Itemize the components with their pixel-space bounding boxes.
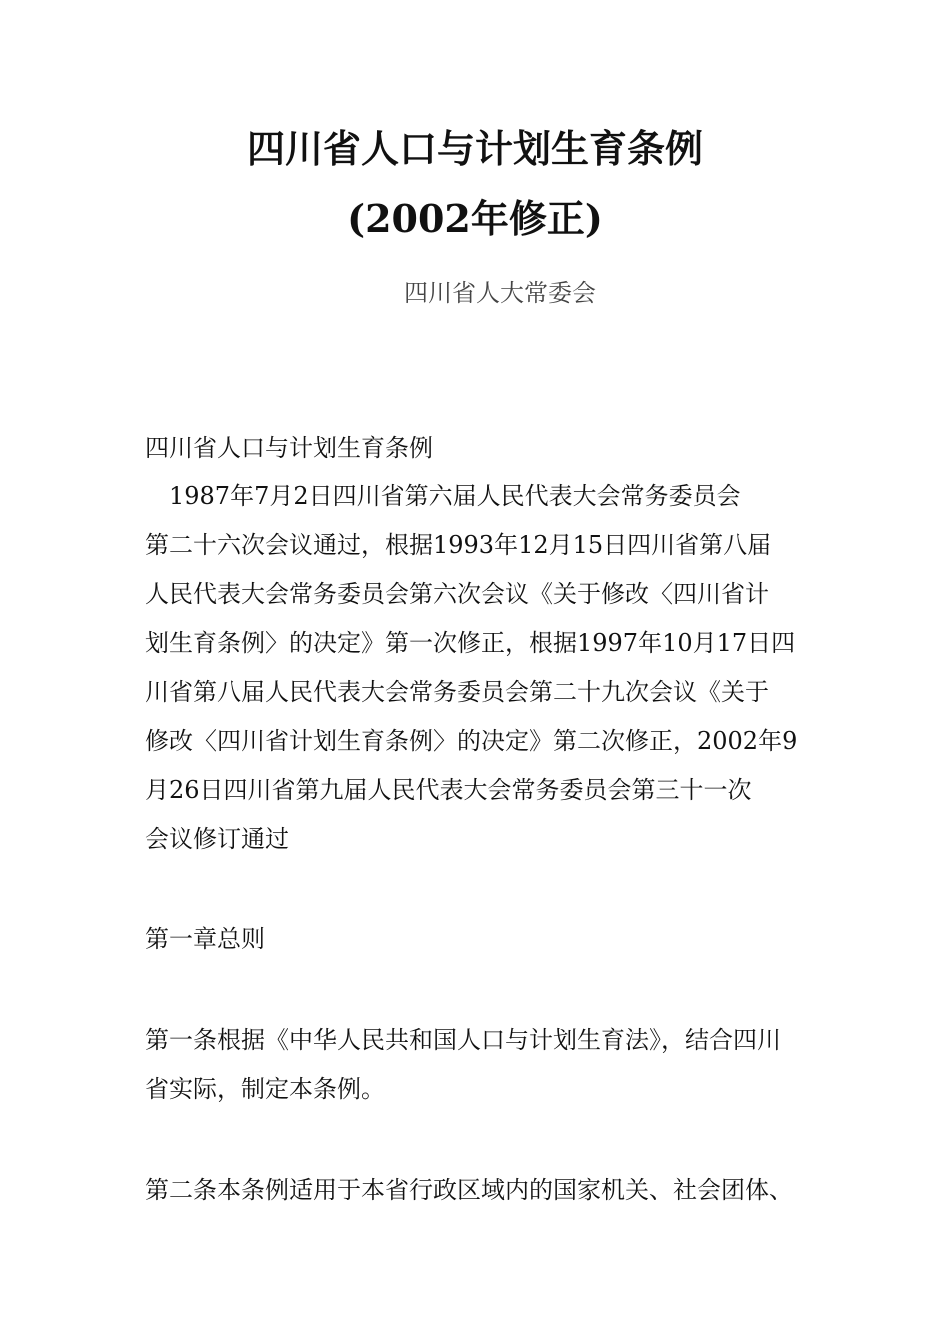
preamble-line: 1987年7月2日四川省第六届人民代表大会常务委员会 bbox=[145, 482, 741, 510]
preamble-line: 月26日四川省第九届人民代表大会常务委员会第三十一次 bbox=[145, 776, 752, 804]
article-line: 第二条本条例适用于本省行政区域内的国家机关、社会团体、 bbox=[145, 1176, 793, 1204]
preamble-line: 会议修订通过 bbox=[145, 825, 289, 853]
article-line: 第一条根据《中华人民共和国人口与计划生育法》，结合四川 bbox=[145, 1026, 781, 1054]
document-subtitle: (2002年修正) bbox=[347, 196, 603, 241]
law-name: 四川省人口与计划生育条例 bbox=[145, 434, 433, 462]
preamble-line: 人民代表大会常务委员会第六次会议《关于修改〈四川省计 bbox=[145, 580, 769, 608]
article-line: 省实际，制定本条例。 bbox=[145, 1075, 385, 1103]
preamble bbox=[145, 472, 825, 864]
article-2 bbox=[145, 1166, 825, 1215]
preamble-line: 川省第八届人民代表大会常务委员会第二十九次会议《关于 bbox=[145, 678, 769, 706]
preamble-line: 第二十六次会议通过，根据1993年12月15日四川省第八届 bbox=[145, 531, 772, 559]
issuer: 四川省人大常委会 bbox=[404, 279, 596, 307]
preamble-line: 划生育条例〉的决定》第一次修正，根据1997年10月17日四 bbox=[145, 629, 796, 657]
chapter-title: 第一章总则 bbox=[145, 925, 265, 953]
document-title: 四川省人口与计划生育条例 bbox=[246, 126, 703, 171]
preamble-line: 修改〈四川省计划生育条例〉的决定》第二次修正，2002年9 bbox=[145, 727, 798, 755]
article-1 bbox=[145, 1016, 825, 1114]
